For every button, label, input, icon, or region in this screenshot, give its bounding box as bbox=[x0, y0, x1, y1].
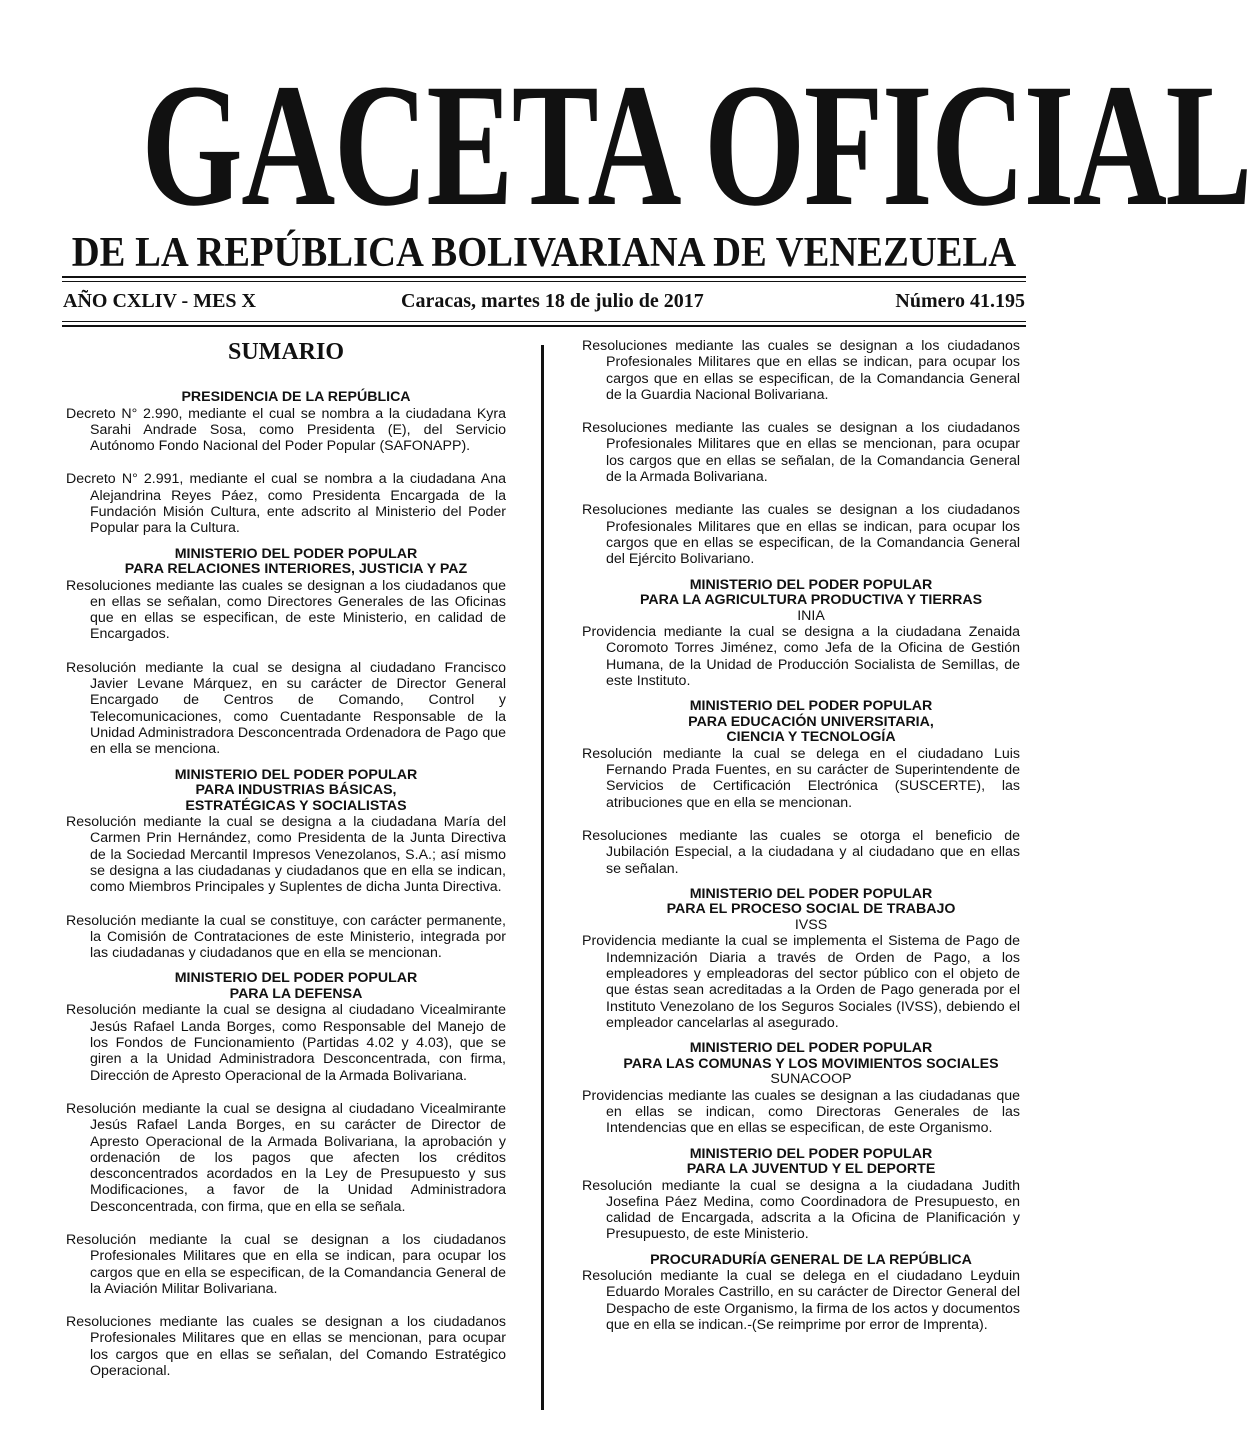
section-heading-line: MINISTERIO DEL PODER POPULAR bbox=[689, 576, 933, 593]
sumario-section bbox=[66, 390, 506, 537]
section-heading bbox=[582, 578, 1020, 625]
sumario-entry: Resoluciones mediante las cuales se designan a los ciudadanos que en ellas se señalan, como Directores Generales de las Oficinas que en ellas se especifican, de este Ministerio, en calidad de Encargados. bbox=[66, 577, 506, 643]
section-heading-line: MINISTERIO DEL PODER POPULAR bbox=[689, 1040, 933, 1057]
section-heading-line: PARA LAS COMUNAS Y LOS MOVIMIENTOS SOCIALES bbox=[623, 1055, 999, 1072]
sumario-entry: Resolución mediante la cual se designa al ciudadano Vicealmirante Jesús Rafael Landa Borges, en su carácter de Director de Apresto Operacional de la Armada Bolivariana, la aprobación y ordenación de los pagos que afecten los créditos desconcentrados acordados en la Ley de Presupuesto y sus Modificaciones, a favor de la Unidad Administradora Desconcentrada, con firma, que en ella se señala. bbox=[66, 1100, 506, 1215]
section-heading bbox=[66, 390, 506, 406]
section-heading bbox=[66, 547, 506, 578]
sumario-entry: Resoluciones mediante las cuales se otorga el beneficio de Jubilación Especial, a la ciudadana y al ciudadano que en ellas se señalan. bbox=[582, 827, 1020, 877]
top-rule bbox=[62, 276, 1026, 278]
section-heading-line: MINISTERIO DEL PODER POPULAR bbox=[689, 698, 933, 715]
sumario-entry: Resoluciones mediante las cuales se designan a los ciudadanos Profesionales Militares que en ellas se mencionan, para ocupar los cargos que en ellas se señalan, de la Comandancia General de la Armada Bolivariana. bbox=[582, 420, 1020, 486]
section-heading bbox=[66, 971, 506, 1002]
section-heading-line: PARA LA JUVENTUD Y EL DEPORTE bbox=[686, 1161, 936, 1177]
section-heading-line: MINISTERIO DEL PODER POPULAR bbox=[174, 766, 418, 783]
sumario-section bbox=[66, 768, 506, 962]
section-heading bbox=[582, 1147, 1020, 1178]
sumario-entry: Resolución mediante la cual se designa al ciudadano Vicealmirante Jesús Rafael Landa Borges, como Responsable del Manejo de los Fondos de Funcionamiento (Partidas 4.02 y 4.03), que se giren a la Unidad Administradora Desconcentrada, con firma, Dirección de Apresto Operacional de la Armada Bolivariana. bbox=[66, 1002, 506, 1084]
right-column bbox=[582, 338, 1020, 1343]
sumario-entry: Providencia mediante la cual se designa a la ciudadana Zenaida Coromoto Torres Jiménez, como Jefa de la Oficina de Gestión Humana, de la Unidad de Producción Socialista de Semillas, de este Instituto. bbox=[582, 624, 1020, 689]
info-rule-thin bbox=[62, 321, 1026, 322]
sumario-entry: Resolución mediante la cual se constituye, con carácter permanente, la Comisión de Contrataciones de este Ministerio, integrada por las ciudadanas y ciudadanos que en ella se mencionan. bbox=[66, 912, 506, 962]
top-rule-thin bbox=[62, 281, 1026, 282]
section-heading bbox=[582, 887, 1020, 934]
sumario-entry: Resolución mediante la cual se designa a la ciudadana Judith Josefina Páez Medina, como Coordinadora de Presupuesto, en calidad de Encargada, adscrita a la Oficina de Planificación y Presupuesto, de este Ministerio. bbox=[582, 1177, 1020, 1243]
sumario-entry: Resoluciones mediante las cuales se designan a los ciudadanos Profesionales Militares que en ellas se mencionan, para ocupar los cargos que en ellas se señalan, del Comando Estratégico Operacional. bbox=[66, 1314, 506, 1380]
sumario-section bbox=[582, 1041, 1020, 1136]
issue-date: Caracas, martes 18 de julio de 2017 bbox=[401, 290, 704, 312]
section-heading-line: MINISTERIO DEL PODER POPULAR bbox=[174, 970, 418, 987]
masthead bbox=[0, 48, 1251, 276]
section-heading-line: PARA EL PROCESO SOCIAL DE TRABAJO bbox=[666, 901, 956, 918]
issue-year: AÑO CXLIV - MES X bbox=[63, 290, 256, 312]
sumario-title: SUMARIO bbox=[227, 339, 344, 365]
section-heading-line: MINISTERIO DEL PODER POPULAR bbox=[689, 885, 933, 902]
sumario-entry: Decreto N° 2.991, mediante el cual se nombra a la ciudadana Ana Alejandrina Reyes Páez, como Presidenta Encargada de la Fundación Misión Cultura, ente adscrito al Ministerio del Poder Popular para la Cultura. bbox=[66, 471, 506, 537]
sumario-entry: Resolución mediante la cual se delega en el ciudadano Leyduin Eduardo Morales Castrillo, en su carácter de Director General del Despacho de este Organismo, la firma de los actos y documentos que en ella se indican.-(Se reimprime por error de Imprenta). bbox=[582, 1268, 1021, 1334]
sumario-entry: Resoluciones mediante las cuales se designan a los ciudadanos Profesionales Militares que en ellas se indican, para ocupar los cargos que en ellas se especifican, de la Comandancia General de la Guardia Nacional Bolivariana. bbox=[582, 338, 1020, 403]
info-rule bbox=[62, 325, 1026, 327]
section-heading-line: MINISTERIO DEL PODER POPULAR bbox=[174, 545, 418, 562]
section-heading bbox=[66, 768, 506, 815]
section-heading bbox=[582, 1253, 1020, 1269]
section-heading-line: MINISTERIO DEL PODER POPULAR bbox=[689, 1145, 933, 1162]
info-bar bbox=[63, 290, 1025, 316]
section-heading-line: PROCURADURÍA GENERAL DE LA REPÚBLICA bbox=[650, 1251, 972, 1268]
section-heading-line: PARA RELACIONES INTERIORES, JUSTICIA Y PAZ bbox=[124, 561, 468, 578]
section-heading-line: PARA EDUCACIÓN UNIVERSITARIA, bbox=[688, 713, 934, 730]
sumario-section bbox=[582, 578, 1020, 690]
sumario-entry: Decreto N° 2.990, mediante el cual se nombra a la ciudadana Kyra Sarahi Andrade Sosa, como Presidenta (E), del Servicio Autónomo Fondo Nacional del Poder Popular (SAFONAPP). bbox=[66, 405, 506, 455]
left-column bbox=[66, 336, 506, 1389]
sumario-entry: Resolución mediante la cual se designa a la ciudadana María del Carmen Prin Hernández, como Presidenta de la Junta Directiva de la Sociedad Mercantil Impresos Venezolanos, S.A.; así mismo se designa a las ciudadanas y ciudadanos que en ella se indican, como Miembros Principales y Suplentes de dicha Junta Directiva. bbox=[66, 814, 506, 896]
sumario-entry: Resolución mediante la cual se designan a los ciudadanos Profesionales Militares que en ella se indican, para ocupar los cargos que en ella se especifican, de la Comandancia General de la Aviación Militar Bolivariana. bbox=[66, 1231, 506, 1297]
sumario-section bbox=[66, 971, 506, 1379]
section-heading-line: PRESIDENCIA DE LA REPÚBLICA bbox=[181, 389, 411, 405]
section-subheading: SUNACOOP bbox=[770, 1071, 852, 1088]
gazette-title: GACETA OFICIAL bbox=[141, 48, 1251, 243]
section-heading bbox=[582, 1041, 1020, 1088]
sumario-section bbox=[582, 887, 1020, 1031]
section-heading-line: PARA LA AGRICULTURA PRODUCTIVA Y TIERRAS bbox=[639, 592, 983, 609]
section-heading-line: CIENCIA Y TECNOLOGÍA bbox=[726, 729, 896, 746]
column-divider bbox=[541, 345, 544, 1410]
section-heading-line: PARA LA DEFENSA bbox=[229, 985, 363, 1002]
sumario-section bbox=[66, 547, 506, 758]
sumario-entry: Resoluciones mediante las cuales se designan a los ciudadanos Profesionales Militares que en ellas se indican, para ocupar los cargos que en ellas se especifican, de la Comandancia General del Ejército Bolivariano. bbox=[582, 502, 1020, 568]
section-subheading: IVSS bbox=[794, 916, 828, 933]
sumario-section bbox=[582, 338, 1020, 568]
issue-number: Número 41.195 bbox=[895, 290, 1025, 312]
section-heading-line: ESTRATÉGICAS Y SOCIALISTAS bbox=[185, 797, 407, 814]
sumario-entry: Providencia mediante la cual se implementa el Sistema de Pago de Indemnización Diaria a través de Orden de Pago, a los empleadores y empleadoras del sector público con el objeto de que éstas sean acreditadas a la Orden de Pago generada por el Instituto Venezolano de los Seguros Sociales (IVSS), debiendo el empleador cancelarlas al asegurado. bbox=[582, 933, 1020, 1031]
sumario-entry: Resolución mediante la cual se delega en el ciudadano Luis Fernando Prada Fuentes, en su carácter de Superintendente de Servicios de Certificación Electrónica (SUSCERTE), las atribuciones que en ella se mencionan. bbox=[582, 745, 1020, 811]
sumario-section bbox=[582, 699, 1020, 877]
sumario-entry: Resolución mediante la cual se designa al ciudadano Francisco Javier Levane Márquez, en su carácter de Director General Encargado de Centros de Comando, Control y Telecomunicaciones, como Cuentadante Responsable de la Unidad Administradora Desconcentrada Ordenadora de Pago que en ella se menciona. bbox=[66, 659, 506, 758]
gazette-subtitle: DE LA REPÚBLICA BOLIVARIANA DE VENEZUELA bbox=[71, 230, 1017, 276]
section-heading-line: PARA INDUSTRIAS BÁSICAS, bbox=[195, 782, 397, 799]
sumario-section bbox=[582, 1147, 1020, 1243]
sumario-entry: Providencias mediante las cuales se designan a las ciudadanas que en ellas se indican, como Directoras Generales de las Intendencias que en ellas se especifican, de este Organismo. bbox=[582, 1087, 1020, 1137]
section-heading bbox=[582, 699, 1020, 746]
section-subheading: INIA bbox=[797, 607, 825, 624]
sumario-section bbox=[582, 1253, 1020, 1334]
